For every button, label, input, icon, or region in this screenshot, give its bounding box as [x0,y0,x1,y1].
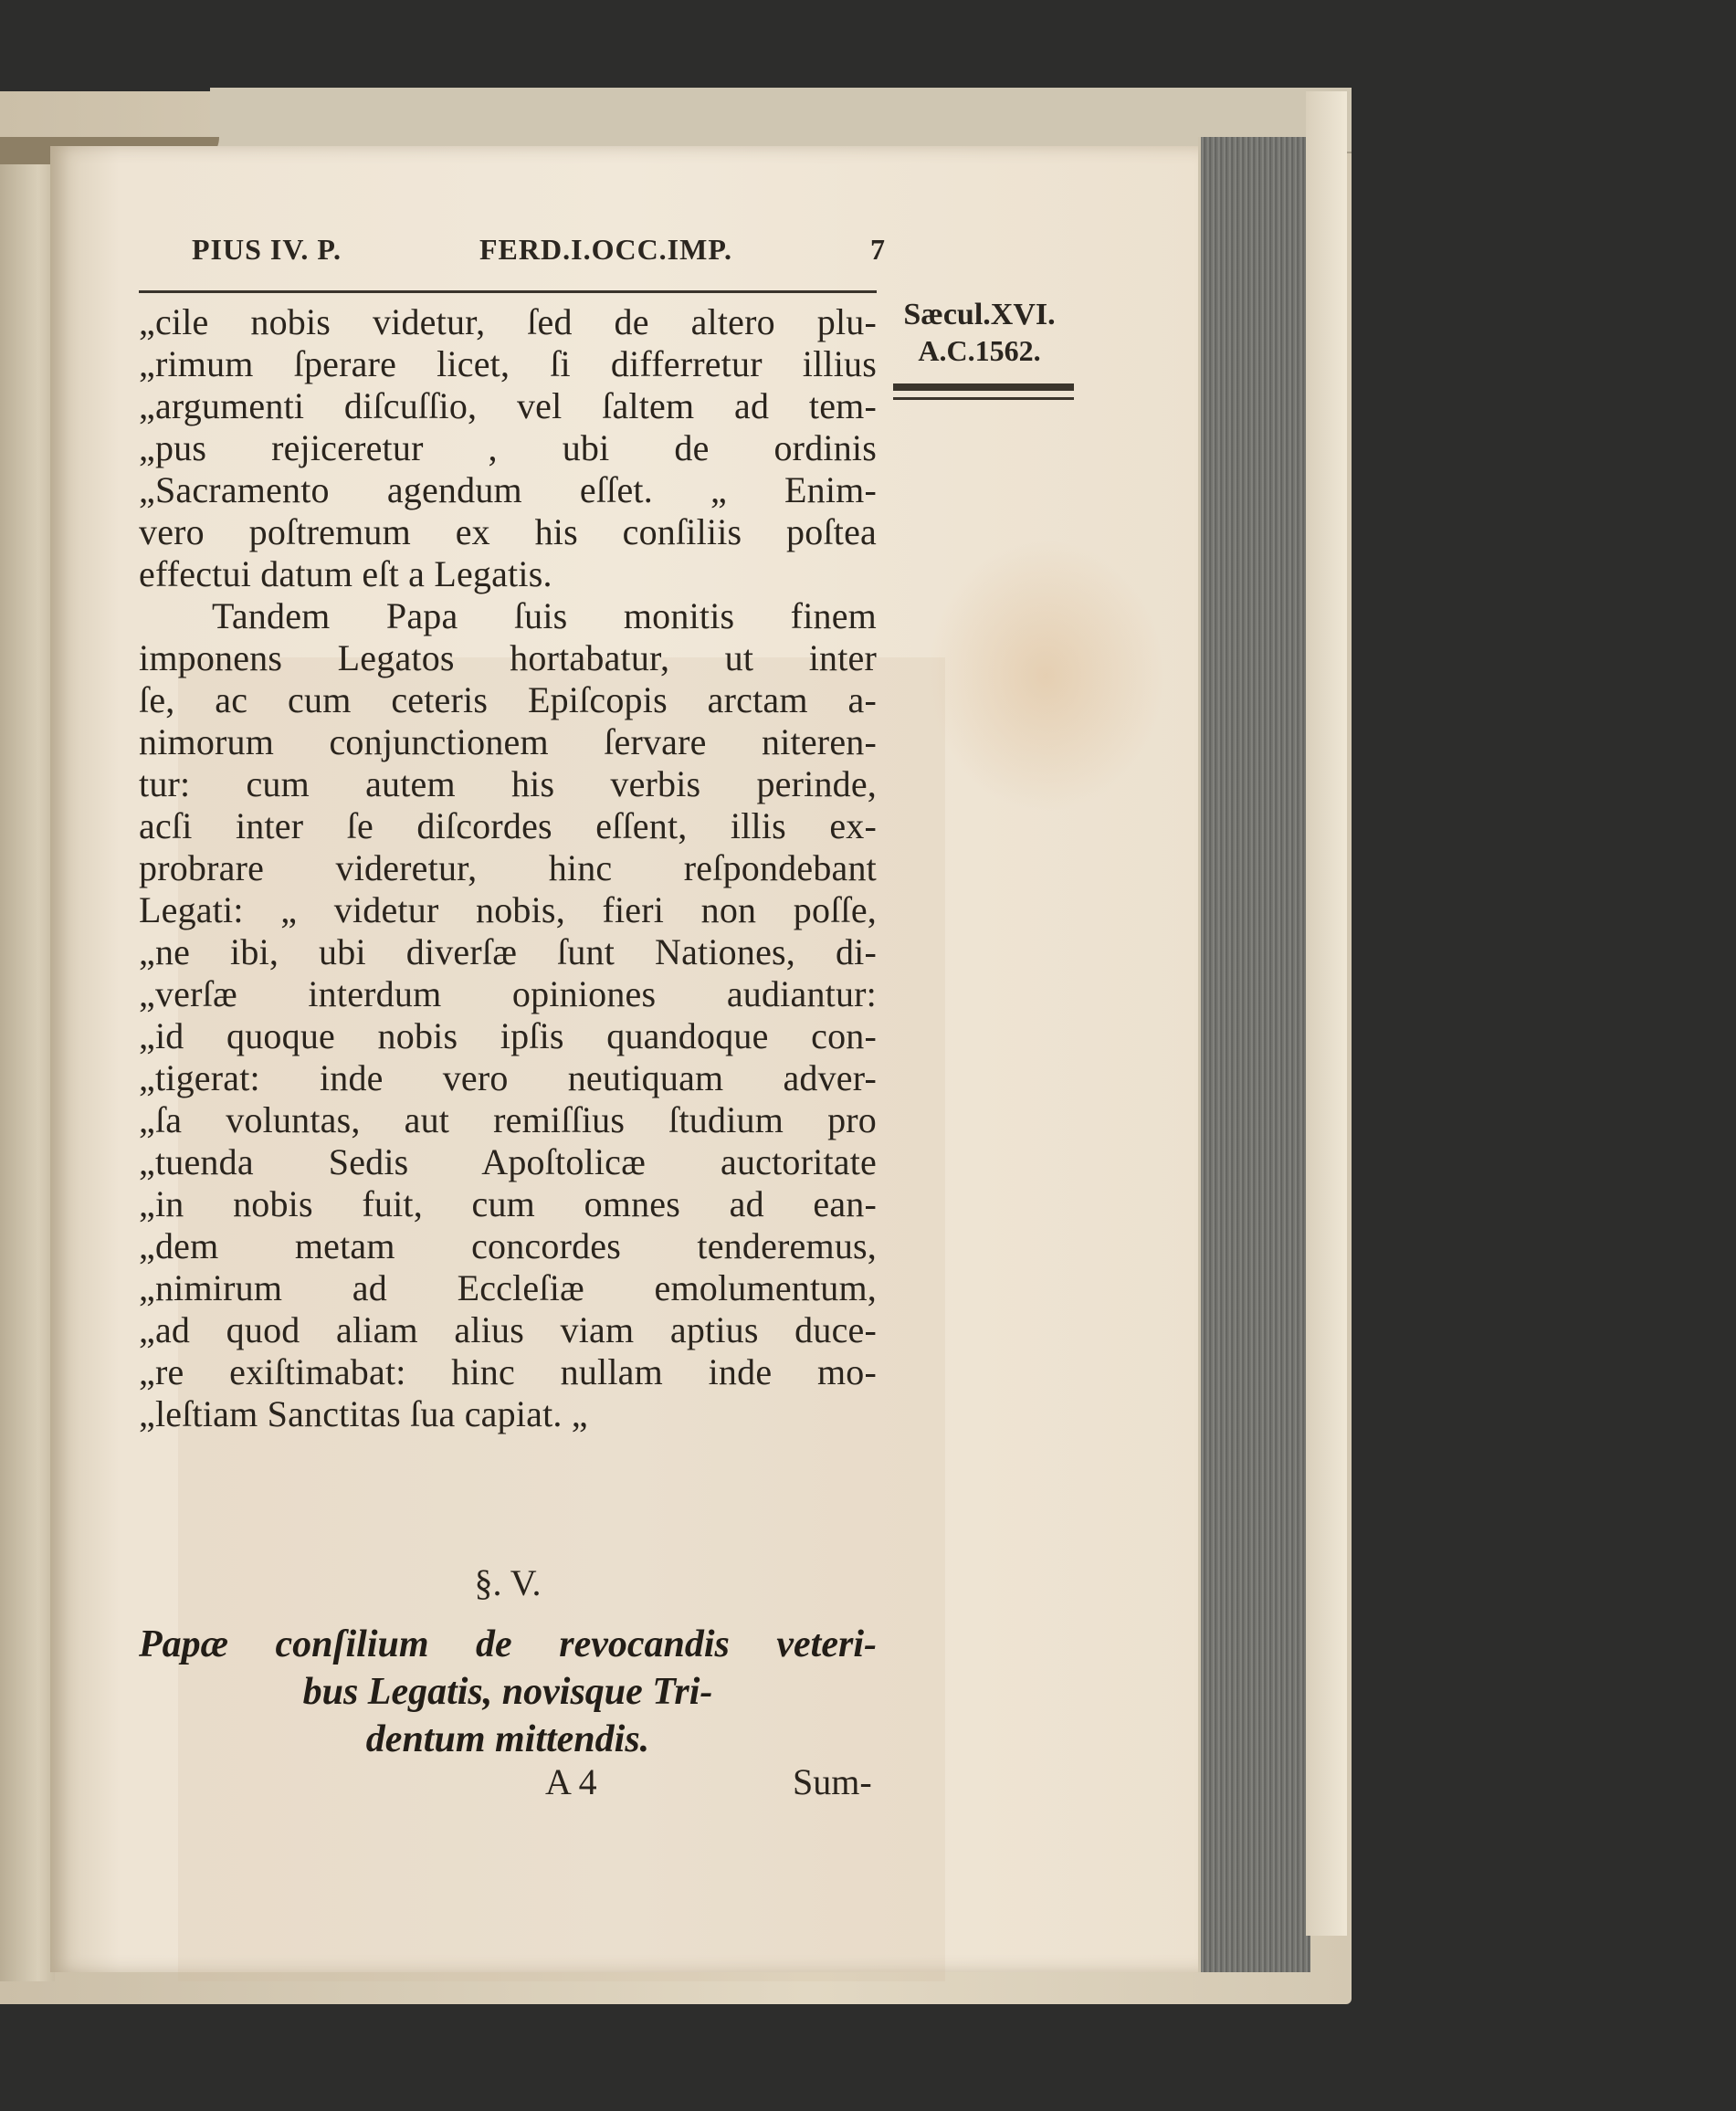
text-line: „argumenti diſcuſſio, vel ſaltem ad tem- [139,385,877,426]
text-line: „dem metam concordes tenderemus, [139,1225,877,1266]
page-block-fore-edge [1198,137,1310,1972]
section-title-line: bus Legatis, novisque Tri- [302,1671,713,1713]
text-line: „ad quod aliam alius viam aptius duce- [139,1309,877,1350]
text-line: „nimirum ad Eccleſiæ emolumentum, [139,1267,877,1308]
header-rule [139,290,877,293]
text-line: „ne ibi, ubi diverſæ ſunt Nationes, di- [139,931,877,972]
catchword: Sum- [793,1761,872,1802]
margin-note [877,297,1082,368]
foxing-stain [927,539,1164,813]
signature-mark: A 4 [545,1761,597,1802]
section-mark: §. V. [474,1562,542,1603]
body-text [139,301,877,1435]
facing-page-edge [0,146,55,1981]
margin-rule-thick [893,383,1074,391]
page-number: 7 [869,233,886,266]
text-line: Legati: „ videtur nobis, fieri non poſſe, [139,889,877,930]
text-line: „Sacramento agendum eſſet. „ Enim- [139,469,877,510]
text-line: tur: cum autem his verbis perinde, [139,763,877,804]
margin-rule-thin [893,397,1074,400]
section-title [139,1621,877,1763]
text-line: „tuenda Sedis Apoſtolicæ auctoritate [139,1141,877,1182]
section-title-line: Papæ conſilium de revocandis veteri- [139,1623,877,1665]
text-line: „tigerat: inde vero neutiquam adver- [139,1057,877,1098]
text-line: probrare videretur, hinc reſpondebant [139,847,877,888]
text-line: ſe, ac cum ceteris Epiſcopis arctam a- [139,679,877,720]
text-line: acſi inter ſe diſcordes eſſent, illis ex- [139,805,877,846]
text-line: effectui datum eſt a Legatis. [139,553,552,594]
text-line: imponens Legatos hortabatur, ut inter [139,637,877,678]
text-line: nimorum conjunctionem ſervare niteren- [139,721,877,762]
running-head [192,233,886,278]
text-line: „in nobis fuit, cum omnes ad ean- [139,1183,877,1224]
text-line: vero poſtremum ex his conſiliis poſtea [139,511,877,552]
section-title-line: dentum mittendis. [365,1718,650,1760]
text-line: „ſa voluntas, aut remiſſius ſtudium pro [139,1099,877,1140]
text-line: „verſæ interdum opiniones audiantur: [139,973,877,1014]
text-line: „re exiſtimabat: hinc nullam inde mo- [139,1351,877,1392]
text-line: „rimum ſperare licet, ſi differretur illius [139,343,877,384]
margin-note-year: A.C.1562. [918,334,1041,367]
text-line: „pus rejiceretur , ubi de ordinis [139,427,877,468]
text-line: Tandem Papa ſuis monitis finem [212,595,877,636]
text-line: „id quoque nobis ipſis quandoque con- [139,1015,877,1056]
book-top-edge [210,88,1352,153]
running-head-left: PIUS IV. P. [192,233,342,266]
back-cover-edge [1306,91,1347,1936]
margin-note-century: Sæcul.XVI. [903,298,1056,331]
running-head-center: FERD.I.OCC.IMP. [479,233,732,266]
text-line: „cile nobis videtur, ſed de altero plu- [139,301,877,342]
text-line: „leſtiam Sanctitas ſua capiat. „ [139,1393,588,1434]
